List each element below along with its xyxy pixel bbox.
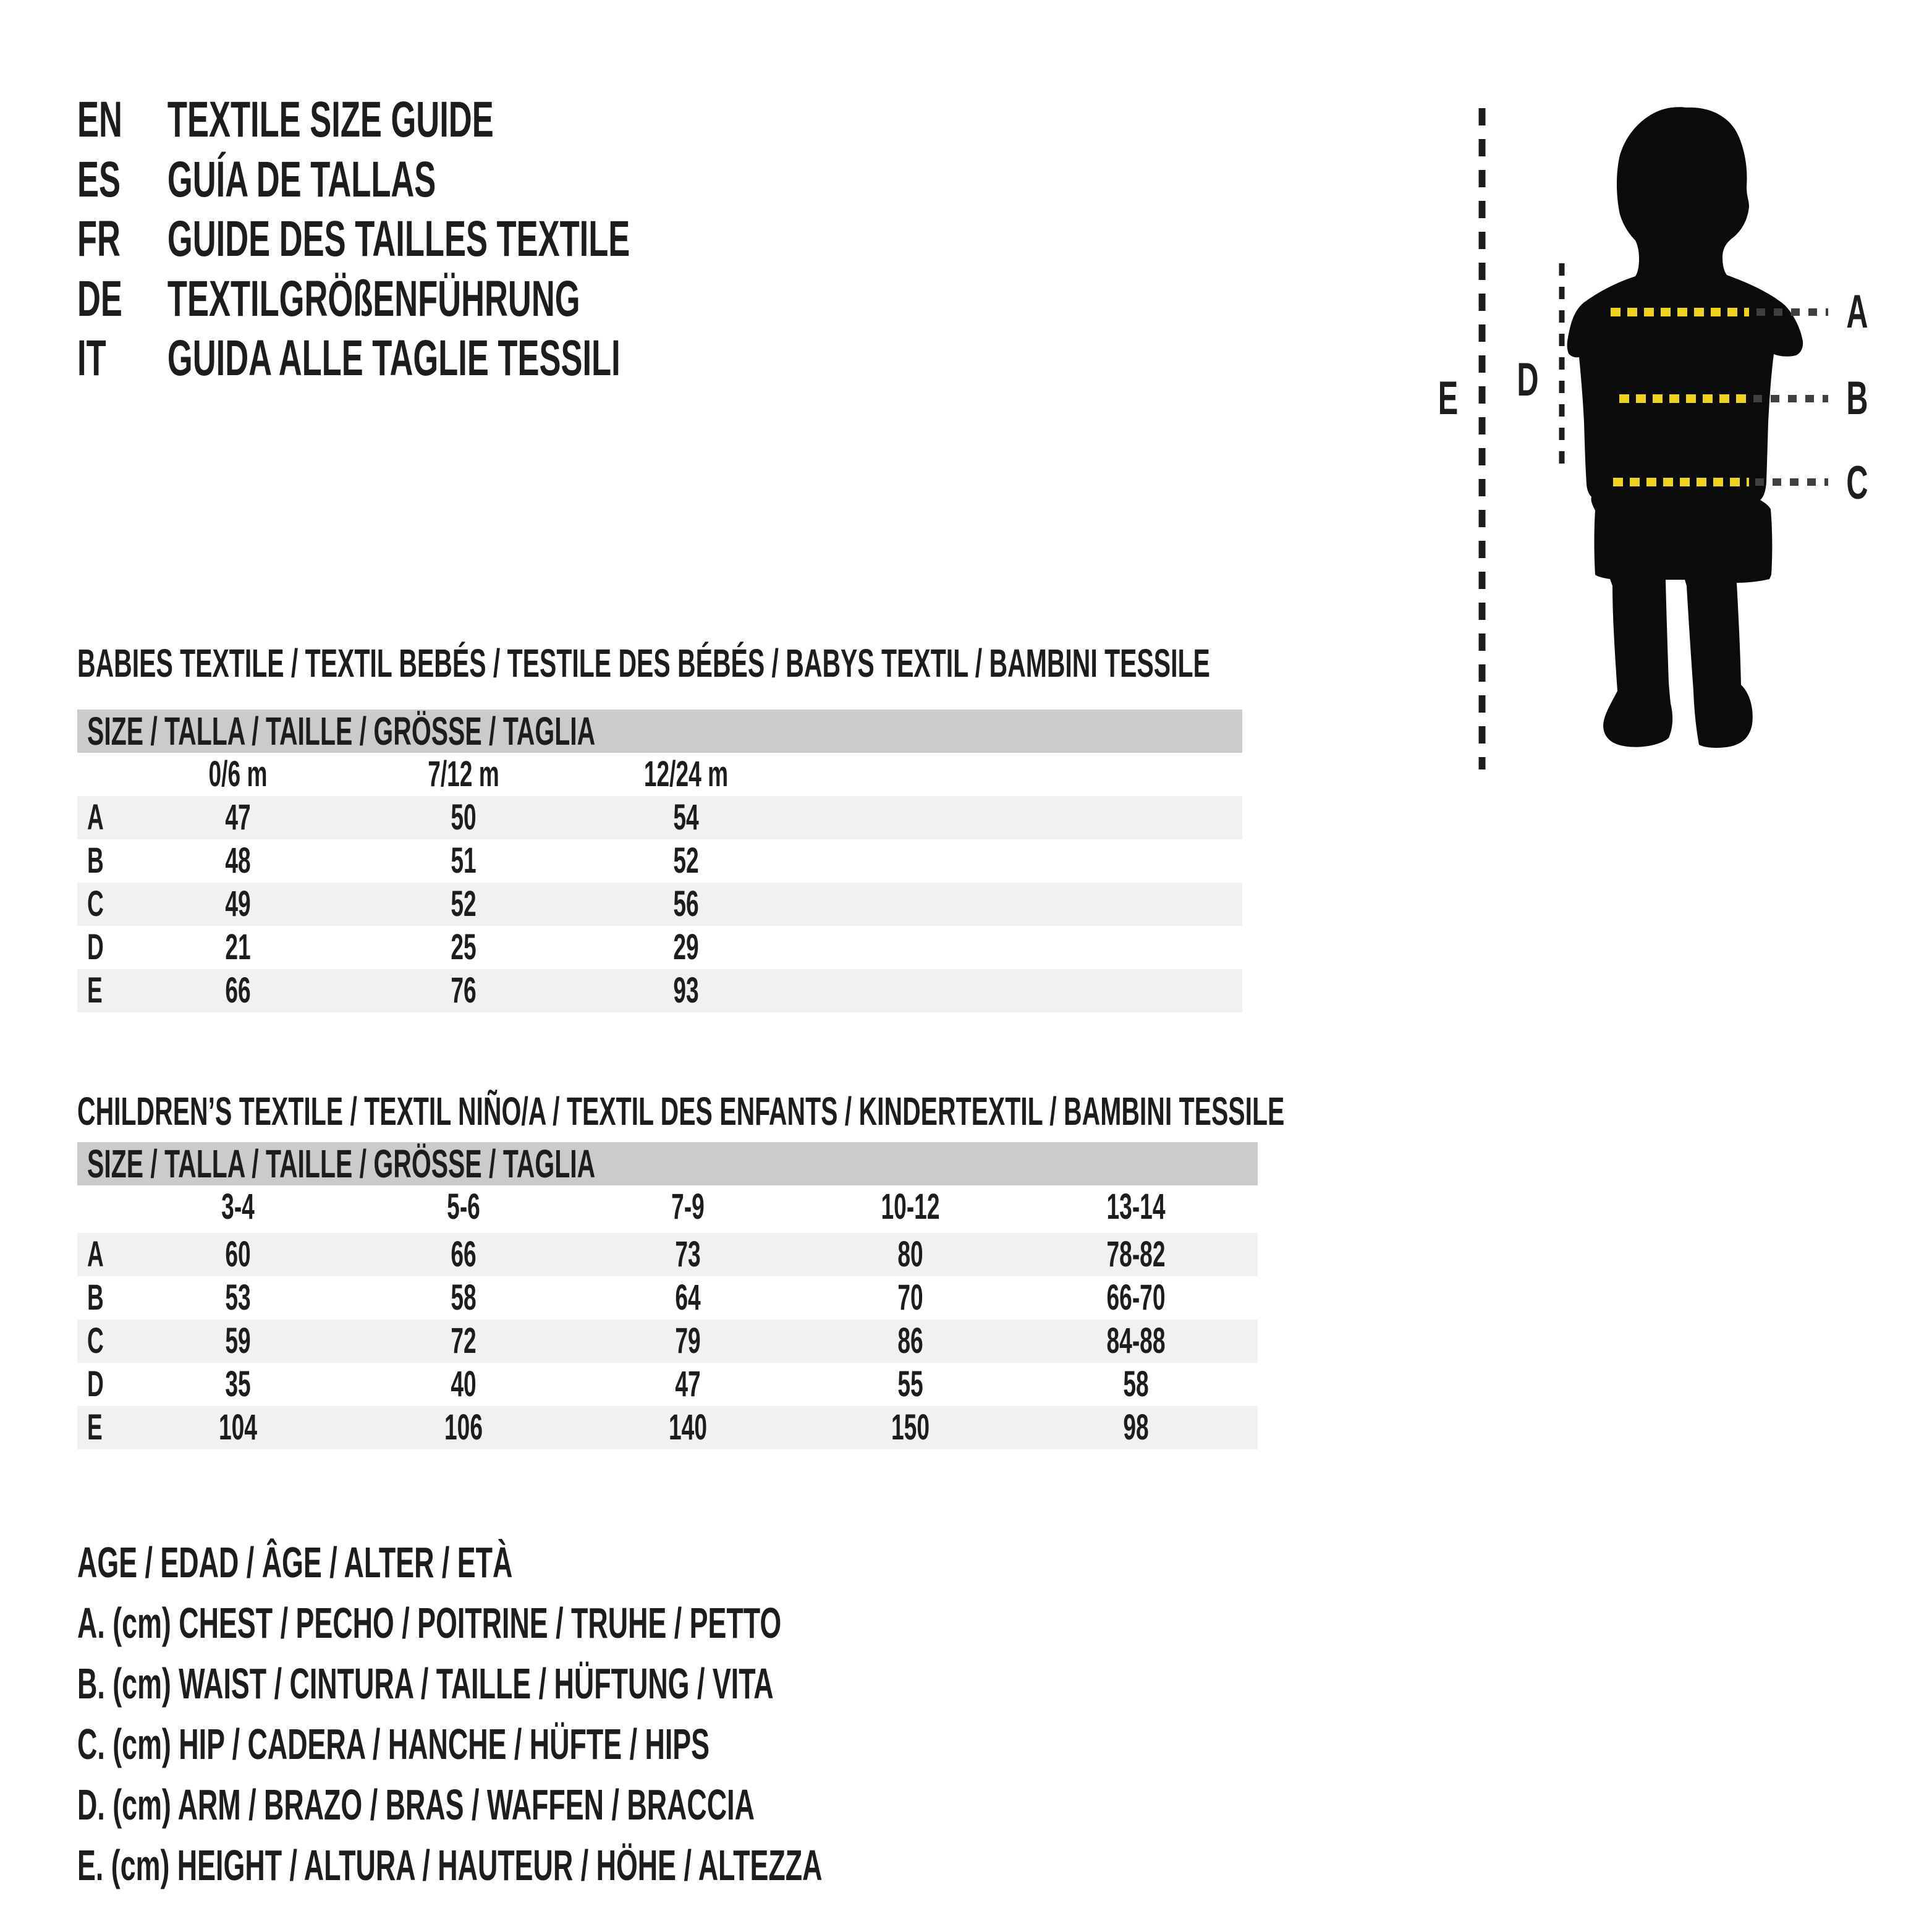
table-cell: 72 (451, 1321, 477, 1361)
legend-text: C. (cm) HIP / CADERA / HANCHE / HÜFTE / HIPS (77, 1720, 710, 1768)
legend-line-height (77, 1836, 1241, 1896)
table-cell: 84-88 (1106, 1321, 1166, 1361)
language-code: IT (77, 330, 106, 386)
legend-line-chest (77, 1593, 1177, 1653)
legend-text: E. (cm) HEIGHT / ALTURA / HAUTEUR / HÖHE / ALTEZZA (77, 1841, 823, 1889)
children-column-header: 13-14 (1106, 1187, 1166, 1227)
children-column-header-row (77, 1185, 1258, 1229)
language-code: ES (77, 151, 121, 208)
language-row-de (77, 269, 863, 329)
legend-line-age (77, 1533, 758, 1593)
row-label: E (87, 1407, 103, 1447)
table-cell: 40 (451, 1364, 477, 1404)
table-cell: 93 (673, 970, 699, 1010)
legend-text: D. (cm) ARM / BRAZO / BRAS / WAFFEN / BRACCIA (77, 1781, 755, 1829)
row-label: D (87, 927, 104, 967)
table-cell: 58 (1123, 1364, 1149, 1404)
row-label: A (87, 797, 104, 837)
measure-label-b: B (1846, 372, 1868, 425)
table-cell: 49 (225, 884, 251, 924)
legend-line-waist (77, 1654, 1165, 1714)
row-label: A (87, 1234, 104, 1274)
legend-line-hip (77, 1714, 1065, 1774)
babies-table-row-c (77, 883, 1242, 926)
table-cell: 79 (675, 1321, 701, 1361)
table-cell: 50 (451, 797, 477, 837)
language-title: TEXTILGRÖßENFÜHRUNG (167, 271, 580, 327)
children-table-row-e (77, 1406, 1258, 1449)
language-title: GUIDA ALLE TAGLIE TESSILI (167, 330, 621, 386)
babies-column-header-row (77, 753, 1242, 796)
language-title: TEXTILE SIZE GUIDE (167, 91, 494, 148)
language-code: EN (77, 91, 122, 148)
children-column-header: 5-6 (447, 1187, 480, 1227)
table-cell: 106 (444, 1407, 483, 1447)
table-cell: 86 (897, 1321, 923, 1361)
row-label: C (87, 1321, 104, 1361)
row-label: C (87, 884, 104, 924)
measure-label-c: C (1846, 457, 1868, 509)
legend-line-arm (77, 1775, 1135, 1835)
table-cell: 35 (225, 1364, 251, 1404)
table-cell: 70 (897, 1277, 923, 1318)
table-cell: 47 (675, 1364, 701, 1404)
table-cell: 104 (219, 1407, 257, 1447)
babies-column-header: 0/6 m (208, 754, 268, 794)
table-cell: 29 (673, 927, 699, 967)
table-cell: 25 (451, 927, 477, 967)
language-row-it (77, 329, 926, 388)
language-code: DE (77, 271, 122, 327)
table-cell: 80 (897, 1234, 923, 1274)
babies-section-title-text: BABIES TEXTILE / TEXTIL BEBÉS / TESTILE DES BÉBÉS / BABYS TEXTIL / BAMBINI TESSILE (77, 641, 1210, 685)
babies-table-row-e (77, 969, 1242, 1012)
table-cell: 47 (225, 797, 251, 837)
table-cell: 21 (225, 927, 251, 967)
language-row-es (77, 150, 638, 210)
table-cell: 66 (451, 1234, 477, 1274)
legend-text: AGE / EDAD / ÂGE / ALTER / ETÀ (77, 1538, 513, 1587)
table-cell: 54 (673, 797, 699, 837)
table-cell: 48 (225, 841, 251, 881)
measure-label-a: A (1846, 286, 1868, 338)
babies-section-title (77, 642, 1847, 685)
children-section-title-text: CHILDREN’S TEXTILE / TEXTIL NIÑO/A / TEXTIL DES ENFANTS / KINDERTEXTIL / BAMBINI TESSILE (77, 1089, 1285, 1133)
row-label: B (87, 841, 104, 881)
legend-text: B. (cm) WAIST / CINTURA / TAILLE / HÜFTUNG / VITA (77, 1659, 774, 1708)
children-column-header: 7-9 (671, 1187, 705, 1227)
table-cell: 52 (673, 841, 699, 881)
table-cell: 66 (225, 970, 251, 1010)
table-cell: 140 (669, 1407, 707, 1447)
measure-label-d: D (1517, 354, 1539, 406)
language-title: GUÍA DE TALLAS (167, 151, 436, 208)
language-code: FR (77, 211, 121, 267)
table-cell: 53 (225, 1277, 251, 1318)
table-cell: 59 (225, 1321, 251, 1361)
children-section-title (77, 1090, 1932, 1133)
children-table-row-b (77, 1276, 1258, 1320)
table-cell: 58 (451, 1277, 477, 1318)
children-column-header: 3-4 (221, 1187, 255, 1227)
measure-label-e: E (1438, 372, 1459, 425)
table-cell: 55 (897, 1364, 923, 1404)
babies-table-row-b (77, 839, 1242, 883)
babies-size-header-bar (77, 710, 1242, 753)
language-row-fr (77, 210, 941, 269)
table-cell: 76 (451, 970, 477, 1010)
children-size-header-bar (77, 1142, 1258, 1185)
language-title: GUIDE DES TAILLES TEXTILE (167, 211, 630, 267)
babies-table-row-d (77, 926, 1242, 969)
table-cell: 51 (451, 841, 477, 881)
legend-text: A. (cm) CHEST / PECHO / POITRINE / TRUHE / PETTO (77, 1599, 782, 1647)
table-cell: 64 (675, 1277, 701, 1318)
babies-table-row-a (77, 796, 1242, 839)
table-cell: 66-70 (1106, 1277, 1166, 1318)
babies-column-header: 7/12 m (428, 754, 499, 794)
table-cell: 52 (451, 884, 477, 924)
table-cell: 150 (891, 1407, 930, 1447)
babies-size-header-label: SIZE / TALLA / TAILLE / GRÖSSE / TAGLIA (87, 709, 596, 753)
children-table-row-a (77, 1233, 1258, 1276)
table-cell: 56 (673, 884, 699, 924)
babies-column-header: 12/24 m (643, 754, 729, 794)
row-label: E (87, 970, 103, 1010)
table-cell: 78-82 (1106, 1234, 1166, 1274)
table-cell: 73 (675, 1234, 701, 1274)
language-row-en (77, 90, 728, 150)
children-size-header-label: SIZE / TALLA / TAILLE / GRÖSSE / TAGLIA (87, 1142, 596, 1186)
table-cell: 98 (1123, 1407, 1149, 1447)
table-cell: 60 (225, 1234, 251, 1274)
row-label: B (87, 1277, 104, 1318)
row-label: D (87, 1364, 104, 1404)
children-table-row-d (77, 1363, 1258, 1406)
children-table-row-c (77, 1320, 1258, 1363)
children-column-header: 10-12 (881, 1187, 940, 1227)
